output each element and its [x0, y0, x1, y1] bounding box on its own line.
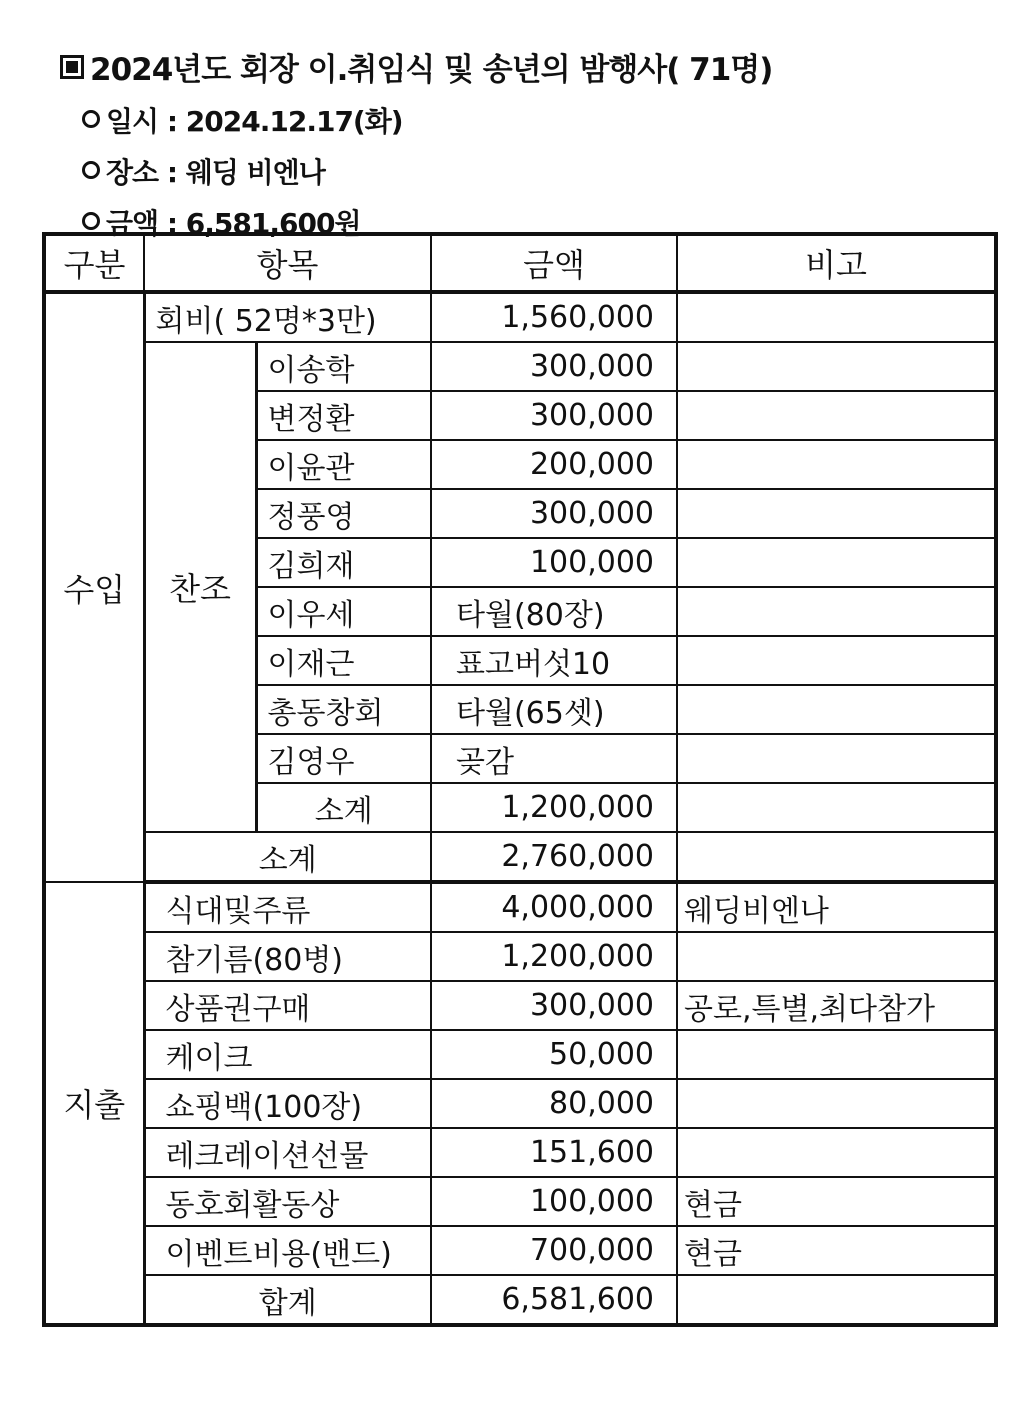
expense-amount: 151,600	[431, 1128, 677, 1177]
expense-category: 지출	[44, 882, 144, 1325]
row-note	[677, 783, 996, 832]
row-note	[677, 832, 996, 882]
sponsor-name: 김희재	[256, 538, 431, 587]
budget-table	[42, 232, 998, 1327]
sponsor-name: 이우세	[256, 587, 431, 636]
expense-item: 동호회활동상	[144, 1177, 431, 1226]
expense-amount: 700,000	[431, 1226, 677, 1275]
title-text: 2024년도 회장 이.취임식 및 송년의 밤행사( 71명)	[90, 52, 773, 88]
row-note	[677, 1275, 996, 1325]
sponsor-subtotal-amount: 1,200,000	[431, 783, 677, 832]
table-row	[44, 1030, 996, 1079]
sponsor-amount: 300,000	[431, 391, 677, 440]
column-header-amount: 금액	[431, 234, 677, 292]
sponsor-amount: 200,000	[431, 440, 677, 489]
row-note	[677, 342, 996, 391]
expense-note	[677, 1128, 996, 1177]
expense-amount: 300,000	[431, 981, 677, 1030]
row-note	[677, 440, 996, 489]
expense-item: 참기름(80병)	[144, 932, 431, 981]
sponsor-amount: 표고버섯10	[431, 636, 677, 685]
column-header-item: 항목	[144, 234, 431, 292]
table-row	[44, 832, 996, 882]
expense-amount: 80,000	[431, 1079, 677, 1128]
income-subtotal-label: 소계	[144, 832, 431, 882]
expense-note: 공로,특별,최다참가	[677, 981, 996, 1030]
expense-item: 식대및주류	[144, 882, 431, 932]
table-row	[44, 981, 996, 1030]
sponsor-label: 찬조	[144, 342, 256, 832]
row-note	[677, 685, 996, 734]
sponsor-name: 총동창회	[256, 685, 431, 734]
expense-note: 현금	[677, 1226, 996, 1275]
total-label: 합계	[144, 1275, 431, 1325]
row-note	[677, 538, 996, 587]
expense-note	[677, 1030, 996, 1079]
document-header	[60, 44, 772, 249]
membership-amount: 1,560,000	[431, 292, 677, 342]
square-bullet-icon	[60, 55, 84, 79]
event-venue: 장소 : 웨딩 비엔나	[60, 147, 772, 198]
row-note	[677, 734, 996, 783]
column-header-note: 비고	[677, 234, 996, 292]
circle-bullet-icon	[82, 161, 100, 179]
row-note	[677, 587, 996, 636]
expense-note	[677, 1079, 996, 1128]
sponsor-name: 이윤관	[256, 440, 431, 489]
sponsor-subtotal-label: 소계	[256, 783, 431, 832]
expense-item: 레크레이션선물	[144, 1128, 431, 1177]
sponsor-name: 김영우	[256, 734, 431, 783]
row-note	[677, 391, 996, 440]
row-note	[677, 636, 996, 685]
sponsor-name: 이송학	[256, 342, 431, 391]
expense-amount: 100,000	[431, 1177, 677, 1226]
table-row	[44, 1177, 996, 1226]
sponsor-amount: 곶감	[431, 734, 677, 783]
sponsor-amount: 타월(80장)	[431, 587, 677, 636]
sponsor-name: 정풍영	[256, 489, 431, 538]
income-subtotal-amount: 2,760,000	[431, 832, 677, 882]
expense-note: 현금	[677, 1177, 996, 1226]
table-row	[44, 1128, 996, 1177]
expense-amount: 1,200,000	[431, 932, 677, 981]
column-header-category: 구분	[44, 234, 144, 292]
sponsor-amount: 100,000	[431, 538, 677, 587]
circle-bullet-icon	[82, 110, 100, 128]
table-row	[44, 882, 996, 932]
sponsor-name: 변정환	[256, 391, 431, 440]
event-amount: 금액 : 6,581,600원	[60, 198, 772, 249]
document-title	[60, 44, 772, 96]
expense-note	[677, 932, 996, 981]
expense-note: 웨딩비엔나	[677, 882, 996, 932]
table-header-row	[44, 234, 996, 292]
expense-item: 상품권구매	[144, 981, 431, 1030]
sponsor-amount: 300,000	[431, 342, 677, 391]
expense-item: 이벤트비용(밴드)	[144, 1226, 431, 1275]
table-row	[44, 1226, 996, 1275]
event-date: 일시 : 2024.12.17(화)	[60, 96, 772, 147]
table-row	[44, 342, 996, 391]
expense-amount: 4,000,000	[431, 882, 677, 932]
table-row	[44, 932, 996, 981]
expense-item: 쇼핑백(100장)	[144, 1079, 431, 1128]
circle-bullet-icon	[82, 212, 100, 230]
table-row	[44, 292, 996, 342]
income-category: 수입	[44, 292, 144, 882]
sponsor-name: 이재근	[256, 636, 431, 685]
sponsor-amount: 타월(65셋)	[431, 685, 677, 734]
row-note	[677, 489, 996, 538]
sponsor-amount: 300,000	[431, 489, 677, 538]
total-amount: 6,581,600	[431, 1275, 677, 1325]
table-row	[44, 1079, 996, 1128]
row-note	[677, 292, 996, 342]
expense-amount: 50,000	[431, 1030, 677, 1079]
membership-item: 회비( 52명*3만)	[144, 292, 431, 342]
table-row	[44, 1275, 996, 1325]
expense-item: 케이크	[144, 1030, 431, 1079]
